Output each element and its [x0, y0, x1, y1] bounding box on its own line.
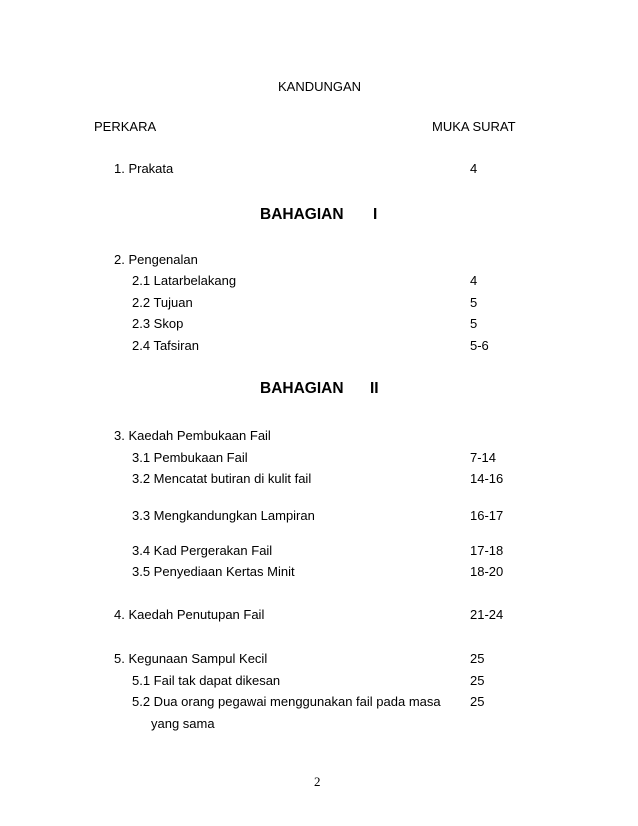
section-heading-bahagian-1-number: I [373, 206, 378, 223]
section-heading-bahagian-2-number: II [370, 380, 379, 397]
toc-page: 7-14 [470, 450, 497, 465]
page-title: KANDUNGAN [278, 79, 362, 94]
toc-page: 18-20 [470, 564, 504, 579]
toc-page: 25 [470, 694, 485, 709]
page-number: 2 [314, 774, 321, 789]
toc-subentry: 3.1 Pembukaan Fail [132, 450, 248, 465]
toc-page: 14-16 [470, 471, 504, 486]
toc-subentry: 3.2 Mencatat butiran di kulit fail [132, 471, 312, 486]
toc-subentry: 5.1 Fail tak dapat dikesan [132, 673, 281, 688]
toc-subentry: 3.4 Kad Pergerakan Fail [132, 543, 273, 558]
toc-subentry: 2.3 Skop [132, 316, 184, 331]
toc-page: 5 [470, 295, 478, 310]
toc-entry-prakata: 1. Prakata [114, 161, 174, 176]
toc-page: 16-17 [470, 508, 504, 523]
toc-subentry: 2.1 Latarbelakang [132, 273, 237, 288]
column-header-muka-surat: MUKA SURAT [432, 119, 516, 134]
column-header-perkara: PERKARA [94, 119, 157, 134]
toc-entry-kaedah-penutupan: 4. Kaedah Penutupan Fail [114, 607, 265, 622]
toc-entry-sampul-kecil: 5. Kegunaan Sampul Kecil [114, 651, 268, 666]
toc-entry-pengenalan: 2. Pengenalan [114, 252, 198, 267]
toc-subentry: 2.4 Tafsiran [132, 338, 199, 353]
toc-page: 5-6 [470, 338, 489, 353]
toc-page-prakata: 4 [470, 161, 478, 176]
section-heading-bahagian-1: BAHAGIAN [260, 206, 344, 223]
toc-page: 25 [470, 673, 485, 688]
section-heading-bahagian-2: BAHAGIAN [260, 380, 344, 397]
toc-subentry: 5.2 Dua orang pegawai menggunakan fail pada masa [132, 694, 441, 709]
toc-page-kaedah-penutupan: 21-24 [470, 607, 504, 622]
toc-page: 17-18 [470, 543, 504, 558]
toc-subentry-continuation: yang sama [151, 716, 215, 731]
toc-subentry: 3.5 Penyediaan Kertas Minit [132, 564, 295, 579]
toc-subentry: 3.3 Mengkandungkan Lampiran [132, 508, 315, 523]
toc-page: 4 [470, 273, 478, 288]
toc-page: 5 [470, 316, 478, 331]
toc-entry-kaedah-pembukaan: 3. Kaedah Pembukaan Fail [114, 428, 271, 443]
toc-page-sampul-kecil: 25 [470, 651, 485, 666]
toc-subentry: 2.2 Tujuan [132, 295, 193, 310]
